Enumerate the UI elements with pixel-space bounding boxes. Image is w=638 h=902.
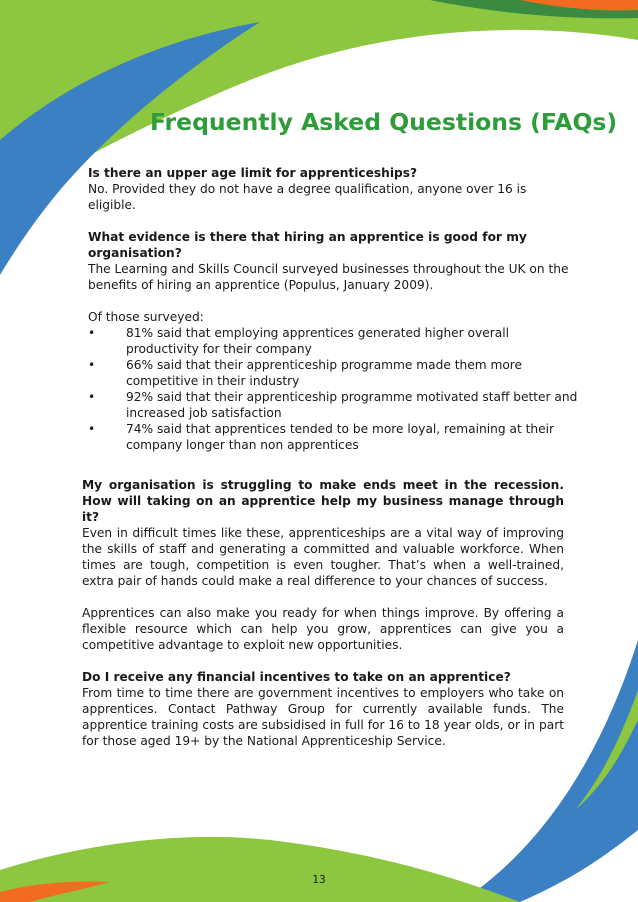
faq3-paragraph-1: Even in difficult times like these, apprenticeships are a vital way of improving the skills of staff and generating a committed and valuable workforce. When times are tough, competition is even tougher. That’s when a well-trained, extra pair of hands could make a real difference to your chances of success. xyxy=(82,526,564,588)
list-item: • 81% said that employing apprentices generated higher overall productivity for their company xyxy=(88,326,509,356)
faq3-paragraph-2: Apprentices can also make you ready for when things improve. By offering a flexible resource which can help you grow, apprentices can give you a competitive advantage to exploit new opportunities. xyxy=(82,606,564,652)
list-item: • 92% said that their apprenticeship programme motivated staff better and increased job satisfaction xyxy=(88,390,578,420)
bullet-icon: • xyxy=(88,422,96,436)
faq2-answer: The Learning and Skills Council surveyed businesses throughout the UK on the benefits of hiring an apprentice (Populus, January 2009). xyxy=(88,262,569,292)
page-title: Frequently Asked Questions (FAQs) xyxy=(150,108,618,136)
list-item: • 66% said that their apprenticeship programme made them more competitive in their industry xyxy=(88,358,523,388)
faq4-question: Do I receive any financial incentives to take on an apprentice? xyxy=(82,670,511,684)
bullet-icon: • xyxy=(88,358,96,372)
faq-section-lower xyxy=(82,477,564,749)
survey-results-list xyxy=(88,325,578,453)
faq2-question: What evidence is there that hiring an apprentice is good for my organisation? xyxy=(88,230,527,260)
bottom-green-swoosh xyxy=(0,837,520,902)
page-number: 13 xyxy=(312,874,326,886)
faq4-answer: From time to time there are government incentives to employers who take on apprentices. Contact Pathway Group for currently available funds. The apprentice training costs are subsidised in full for 16 to 18 year olds, or in part for those aged 19+ by the National Apprenticeship Service. xyxy=(82,686,564,748)
faq3-question: My organisation is struggling to make ends meet in the recession. How will taking on an apprentice help my business manage through it? xyxy=(82,478,564,524)
faq2-intro: Of those surveyed: xyxy=(88,310,204,324)
faq-section-upper xyxy=(88,165,578,453)
bullet-icon: • xyxy=(88,390,96,404)
faq1-question: Is there an upper age limit for apprenticeships? xyxy=(88,166,418,180)
bullet-icon: • xyxy=(88,326,96,340)
faq1-answer: No. Provided they do not have a degree qualification, anyone over 16 is eligible. xyxy=(88,182,527,212)
list-item: • 74% said that apprentices tended to be more loyal, remaining at their company longer than non apprentices xyxy=(88,422,554,452)
